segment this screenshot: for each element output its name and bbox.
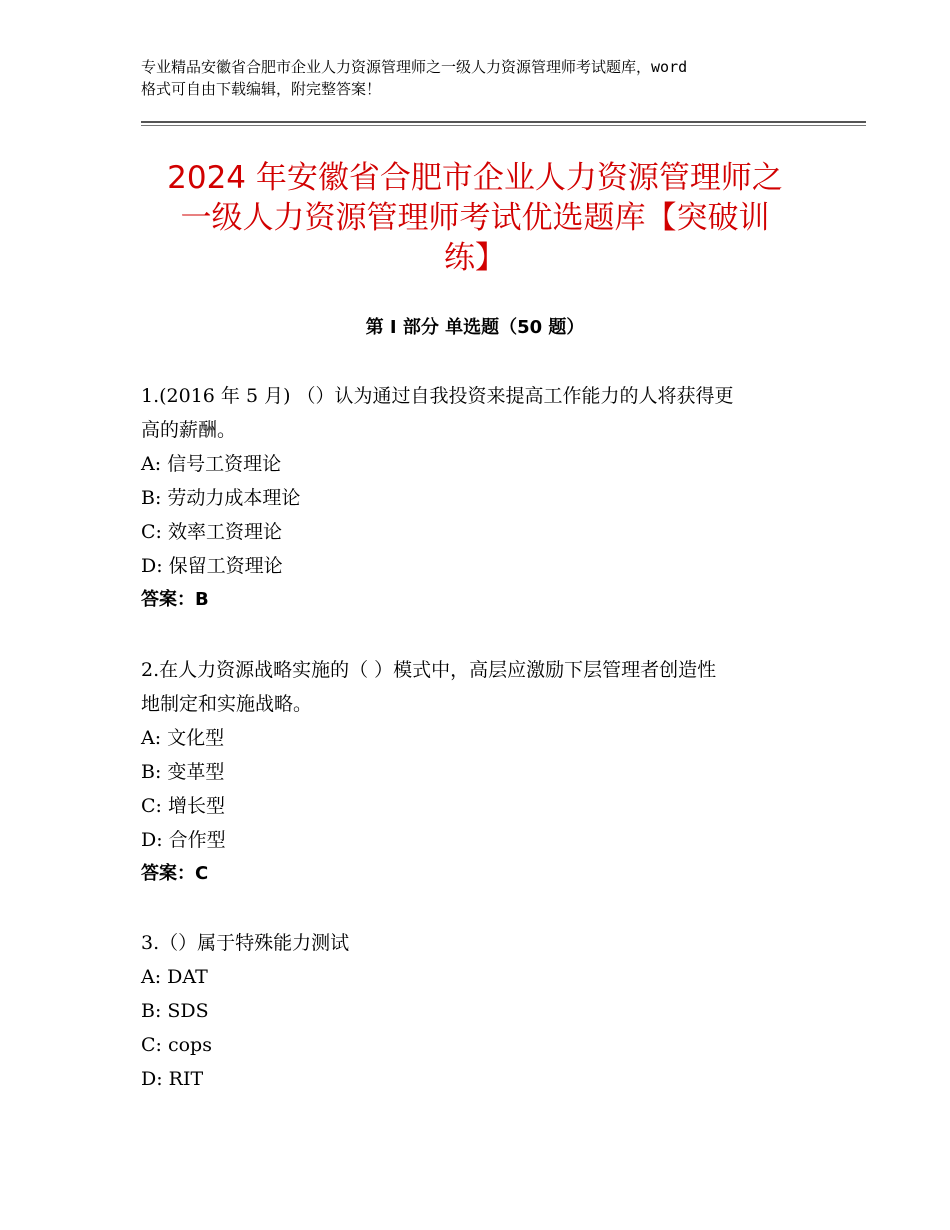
option-d: D: RIT [141,1068,204,1090]
option-a: A: 信号工资理论 [141,453,282,475]
option-b: B: 劳动力成本理论 [141,487,301,509]
option-d: D: 合作型 [141,829,226,851]
answer: 答案：B [141,589,209,610]
header-divider-thick [141,121,866,123]
question-stem-line-2: 地制定和实施战略。 [141,693,313,715]
question-3 [141,926,821,1096]
question-1 [141,379,821,617]
option-c: C: 效率工资理论 [141,521,282,543]
header-note-line-2: 格式可自由下载编辑，附完整答案！ [141,80,382,98]
title-line-3: 练】 [444,240,506,276]
option-c: C: 增长型 [141,795,225,817]
option-a: A: 文化型 [141,727,225,749]
question-stem-line-1: 3.（）属于特殊能力测试 [141,932,350,954]
question-stem-line-1: 1.(2016 年 5 月) （）认为通过自我投资来提高工作能力的人将获得更 [141,385,734,407]
header-note-line-1: 专业精品安徽省合肥市企业人力资源管理师之一级人力资源管理师考试题库，word [141,58,688,76]
option-a: A: DAT [141,966,208,988]
question-2 [141,653,821,891]
option-d: D: 保留工资理论 [141,555,283,577]
title-line-1: 2024 年安徽省合肥市企业人力资源管理师之 [167,160,783,196]
title-line-2: 一级人力资源管理师考试优选题库【突破训 [180,200,770,236]
question-stem-line-1: 2.在人力资源战略实施的（ ）模式中，高层应激励下层管理者创造性 [141,659,717,681]
option-c: C: cops [141,1034,212,1056]
header-divider-thin [141,125,866,126]
option-b: B: 变革型 [141,761,225,783]
header-note [141,56,831,100]
question-stem-line-2: 高的薪酬。 [141,419,237,441]
option-b: B: SDS [141,1000,209,1022]
section-heading: 第 I 部分 单选题（50 题） [365,317,585,338]
document-title [141,158,809,278]
answer: 答案：C [141,863,209,884]
